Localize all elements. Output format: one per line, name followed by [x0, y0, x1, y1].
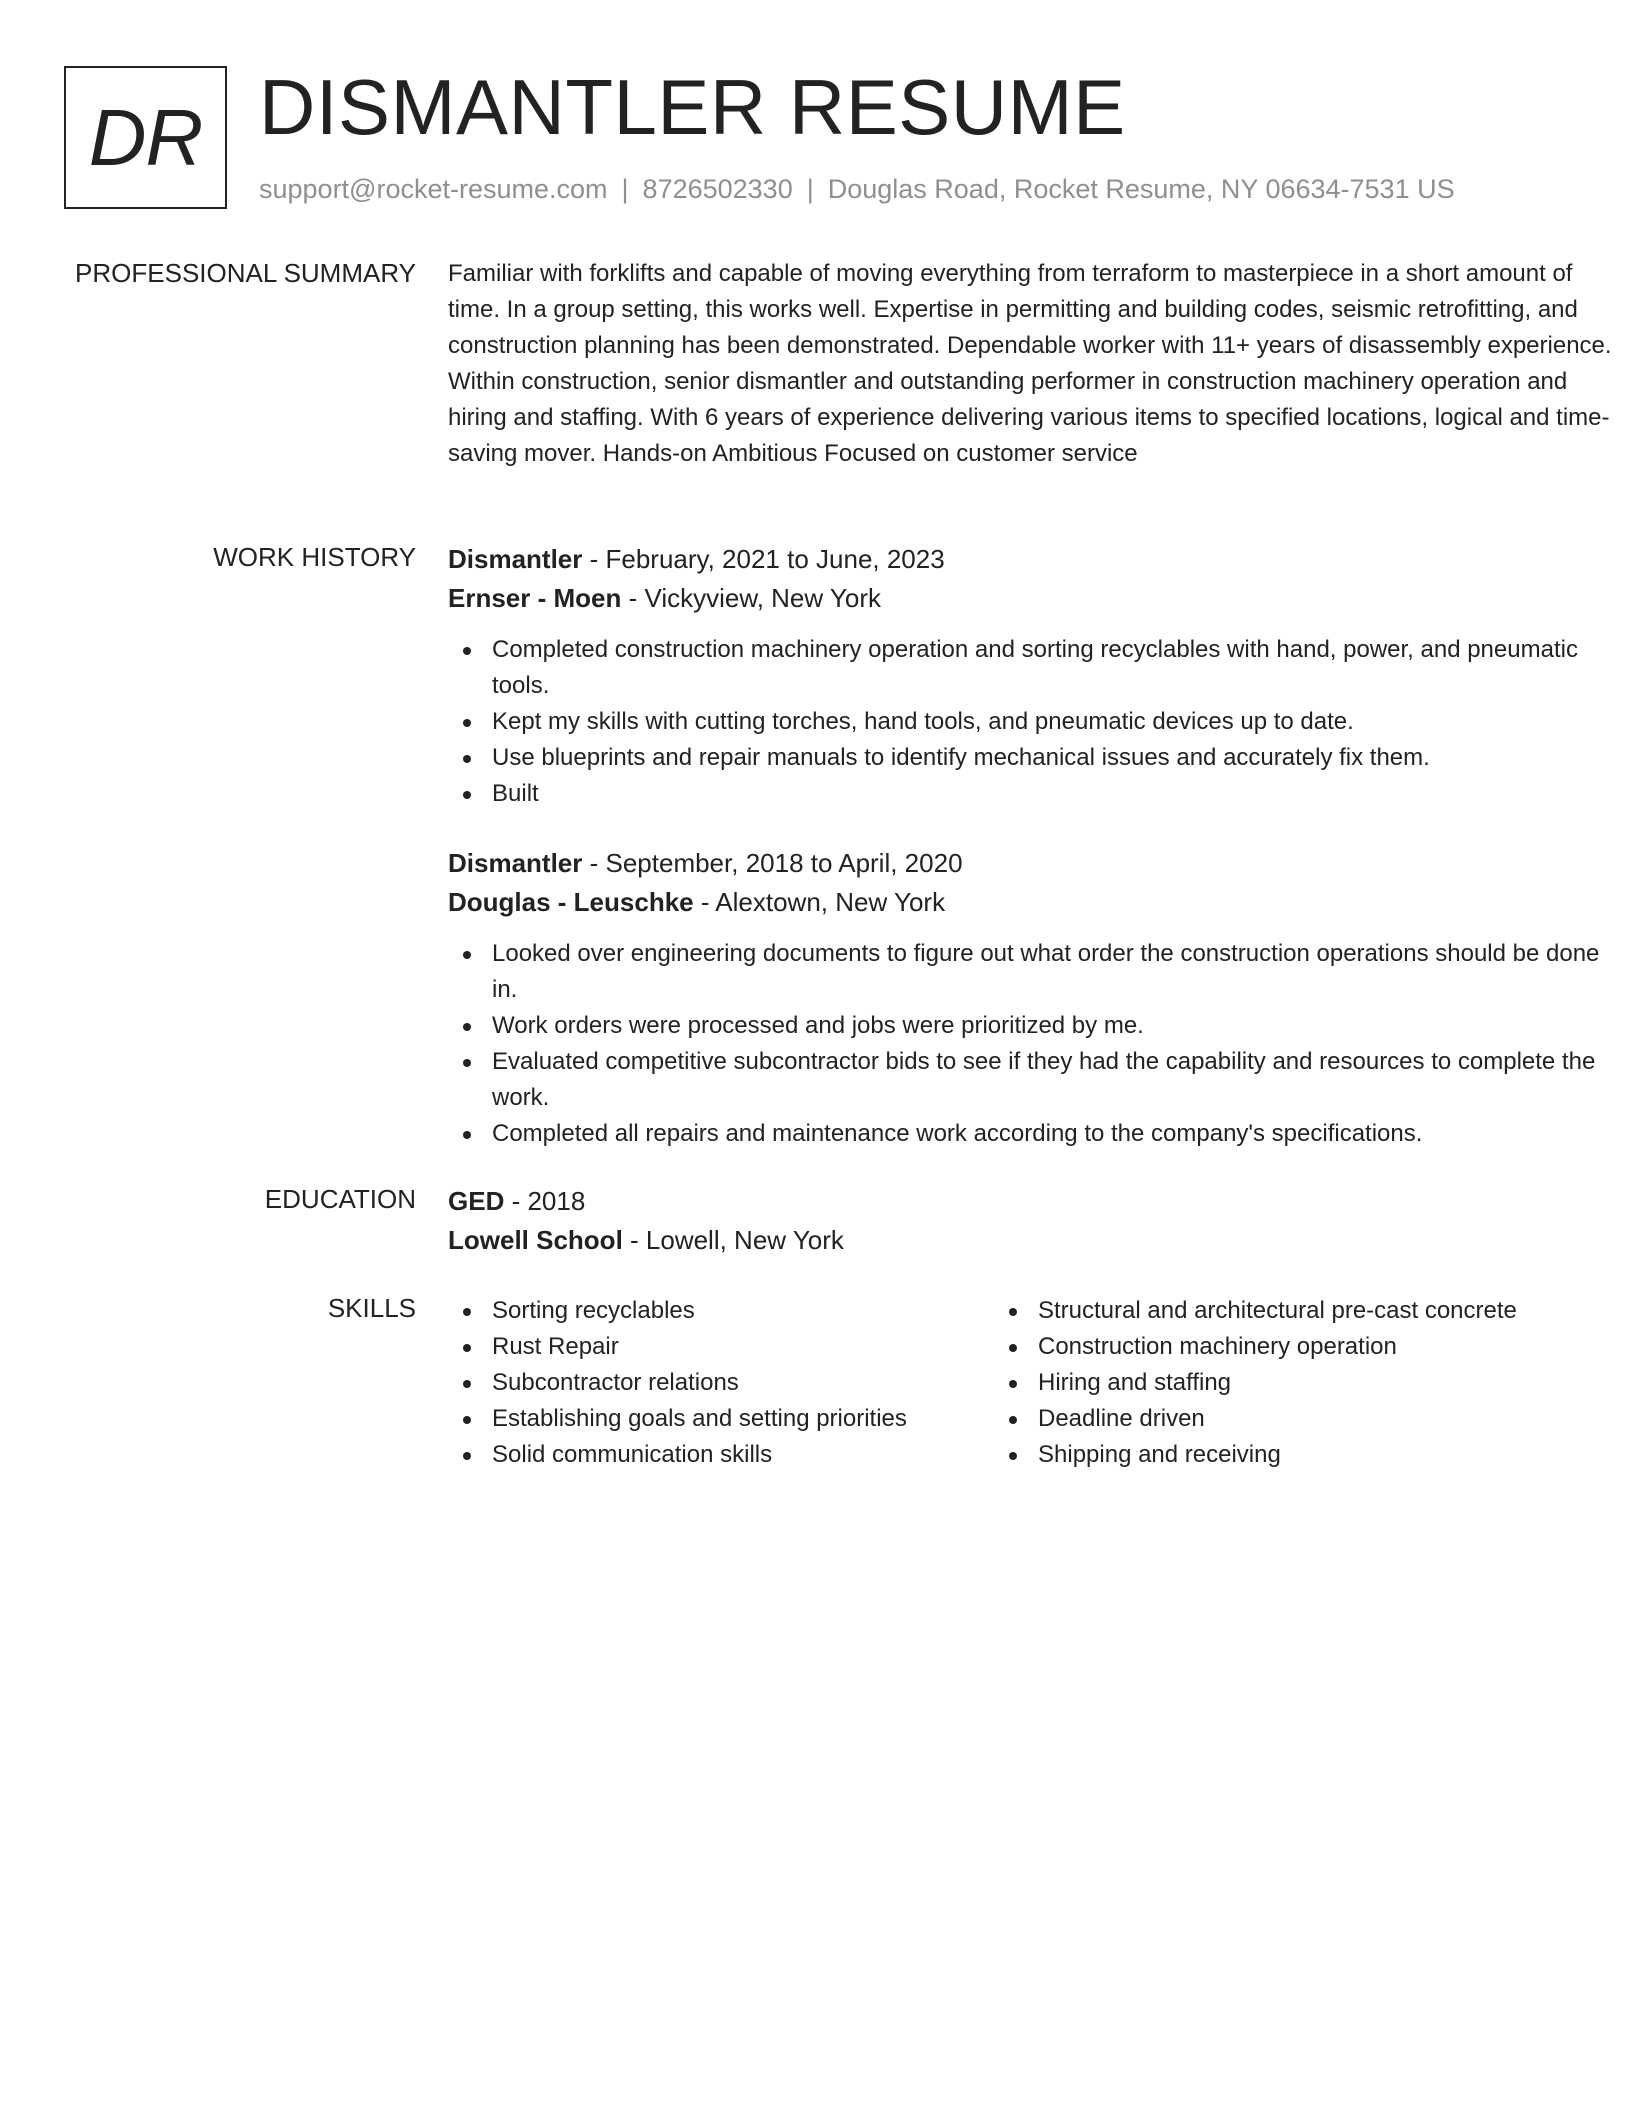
- skill-item: Structural and architectural pre-cast concrete: [994, 1293, 1628, 1329]
- education-degree-line: [448, 1182, 1628, 1221]
- skills-body: [448, 1293, 1628, 1473]
- skill-item: Deadline driven: [994, 1401, 1628, 1437]
- job-location: - Vickyview, New York: [621, 583, 881, 613]
- contact-line: [259, 174, 1455, 205]
- job-company-line: [448, 579, 1628, 618]
- monogram-box: [64, 66, 227, 209]
- summary-heading: PROFESSIONAL SUMMARY: [75, 258, 416, 288]
- work-history-body: [448, 540, 1628, 1152]
- job-duties-list: [448, 936, 1628, 1152]
- summary-text: Familiar with forklifts and capable of moving everything from terraform to masterpiece in a short amount of time. In a group setting, this works well. Expertise in permitting and building codes, seismic retrofitting, and construction planning has been demonstrated. Dependable worker with 11+ years of disassembly experience. Within construction, senior dismantler and outstanding performer in construction machinery operation and hiring and staffing. With 6 years of experience delivering various items to specified locations, logical and time-saving mover. Hands-on Ambitious Focused on customer service: [448, 260, 1612, 467]
- education-school-line: [448, 1221, 1628, 1260]
- skills-heading: SKILLS: [327, 1293, 416, 1323]
- job-duty-item: Use blueprints and repair manuals to identify mechanical issues and accurately fix them.: [448, 740, 1628, 776]
- work-history-heading: WORK HISTORY: [213, 542, 416, 572]
- skill-item: Solid communication skills: [448, 1437, 994, 1473]
- job-title: Dismantler: [448, 848, 583, 878]
- job-title-line: [448, 540, 1628, 579]
- skill-item: Sorting recyclables: [448, 1293, 994, 1329]
- job-duty-item: Work orders were processed and jobs were prioritized by me.: [448, 1008, 1628, 1044]
- job-title-line: [448, 844, 1628, 883]
- job-duty-item: Kept my skills with cutting torches, hand tools, and pneumatic devices up to date.: [448, 704, 1628, 740]
- skill-item: Hiring and staffing: [994, 1365, 1628, 1401]
- job-company: Douglas - Leuschke: [448, 887, 694, 917]
- skills-list: [448, 1293, 994, 1473]
- contact-separator: |: [806, 174, 814, 204]
- resume-header: [64, 63, 1584, 216]
- skill-item: Subcontractor relations: [448, 1365, 994, 1401]
- skill-item: Rust Repair: [448, 1329, 994, 1365]
- job-entry: [448, 540, 1628, 812]
- skill-item: Shipping and receiving: [994, 1437, 1628, 1473]
- education-year: - 2018: [504, 1186, 586, 1216]
- skills-column-left: [448, 1293, 994, 1473]
- job-duty-item: Evaluated competitive subcontractor bids to see if they had the capability and resources to complete the work.: [448, 1044, 1628, 1116]
- education-body: [448, 1182, 1628, 1260]
- contact-email: support@rocket-resume.com: [259, 174, 608, 204]
- job-duty-item: Looked over engineering documents to figure out what order the construction operations should be done in.: [448, 936, 1628, 1008]
- contact-phone: 8726502330: [642, 174, 793, 204]
- skills-column-right: [994, 1293, 1628, 1473]
- job-duty-item: Built: [448, 776, 1628, 812]
- education-heading: EDUCATION: [264, 1184, 416, 1214]
- job-duties-list: [448, 632, 1628, 812]
- skills-list: [994, 1293, 1628, 1473]
- education-degree: GED: [448, 1186, 505, 1216]
- education-location: - Lowell, New York: [622, 1225, 844, 1255]
- job-company: Ernser - Moen: [448, 583, 622, 613]
- education-school: Lowell School: [448, 1225, 623, 1255]
- job-title: Dismantler: [448, 544, 583, 574]
- skill-item: Establishing goals and setting priorities: [448, 1401, 994, 1437]
- monogram-initials: DR: [88, 92, 203, 182]
- job-location: - Alextown, New York: [693, 887, 946, 917]
- job-company-line: [448, 883, 1628, 922]
- resume-name: DISMANTLER RESUME: [259, 63, 1126, 151]
- job-entry: [448, 844, 1628, 1152]
- contact-address: Douglas Road, Rocket Resume, NY 06634-7531 US: [827, 174, 1455, 204]
- job-dates: - September, 2018 to April, 2020: [582, 848, 963, 878]
- job-duty-item: Completed all repairs and maintenance work according to the company's specifications.: [448, 1116, 1628, 1152]
- job-dates: - February, 2021 to June, 2023: [582, 544, 945, 574]
- contact-separator: |: [621, 174, 629, 204]
- job-duty-item: Completed construction machinery operation and sorting recyclables with hand, power, and pneumatic tools.: [448, 632, 1628, 704]
- skill-item: Construction machinery operation: [994, 1329, 1628, 1365]
